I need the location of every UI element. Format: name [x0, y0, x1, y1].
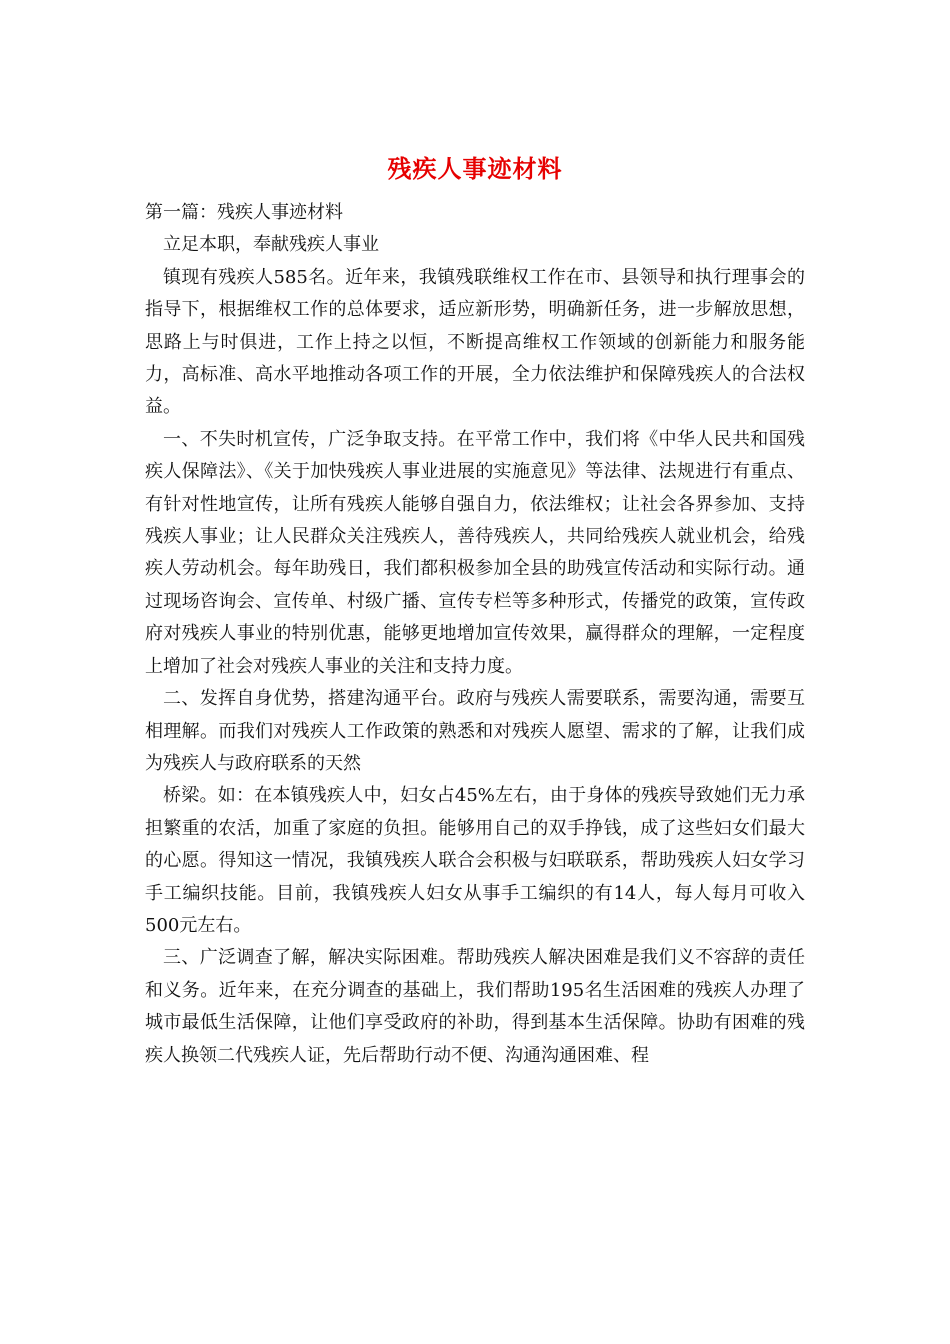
paragraph-bridge: 桥梁。如：在本镇残疾人中，妇女占45%左右，由于身体的残疾导致她们无力承担繁重的农活，加重了家庭的负担。能够用自己的双手挣钱，成了这些妇女们最大的心愿。得知这一情况，我镇残疾人联合会积极与妇联联系，帮助残疾人妇女学习手工编织技能。目前，我镇残疾人妇女从事手工编织的有14人，每人每月可收入500元左右。	[145, 785, 805, 936]
section-heading: 第一篇：残疾人事迹材料	[145, 202, 343, 223]
subtitle: 立足本职，奉献残疾人事业	[163, 234, 379, 256]
paragraph-point-one: 一、不失时机宣传，广泛争取支持。在平常工作中，我们将《中华人民共和国残疾人保障法》、《关于加快残疾人事业进展的实施意见》等法律、法规进行有重点、有针对性地宣传，让所有残疾人能够自强自力，依法维权；让社会各界参加、支持残疾人事业；让人民群众关注残疾人，善待残疾人，共同给残疾人就业机会，给残疾人劳动机会。每年助残日，我们都积极参加全县的助残宣传活动和实际行动。通过现场咨询会、宣传单、村级广播、宣传专栏等多种形式，传播党的政策，宣传政府对残疾人事业的特别优惠，能够更地增加宣传效果，赢得群众的理解，一定程度上增加了社会对残疾人事业的关注和支持力度。	[145, 428, 805, 677]
document-title: 残疾人事迹材料	[387, 154, 563, 183]
paragraph-intro: 镇现有残疾人585名。近年来，我镇残联维权工作在市、县领导和执行理事会的指导下，根据维权工作的总体要求，适应新形势，明确新任务，进一步解放思想，思路上与时俱进，工作上持之以恒，不断提高维权工作领域的创新能力和服务能力，高标准、高水平地推动各项工作的开展，全力依法维护和保障残疾人的合法权益。	[145, 266, 805, 418]
paragraph-point-three: 三、广泛调查了解，解决实际困难。帮助残疾人解决困难是我们义不容辞的责任和义务。近年来，在充分调查的基础上，我们帮助195名生活困难的残疾人办理了城市最低生活保障，让他们享受政府的补助，得到基本生活保障。协助有困难的残疾人换领二代残疾人证，先后帮助行动不便、沟通沟通困难、程	[145, 947, 805, 1066]
document-body	[145, 197, 805, 1072]
paragraph-point-two: 二、发挥自身优势，搭建沟通平台。政府与残疾人需要联系，需要沟通，需要互相理解。而我们对残疾人工作政策的熟悉和对残疾人愿望、需求的了解，让我们成为残疾人与政府联系的天然	[145, 688, 805, 774]
